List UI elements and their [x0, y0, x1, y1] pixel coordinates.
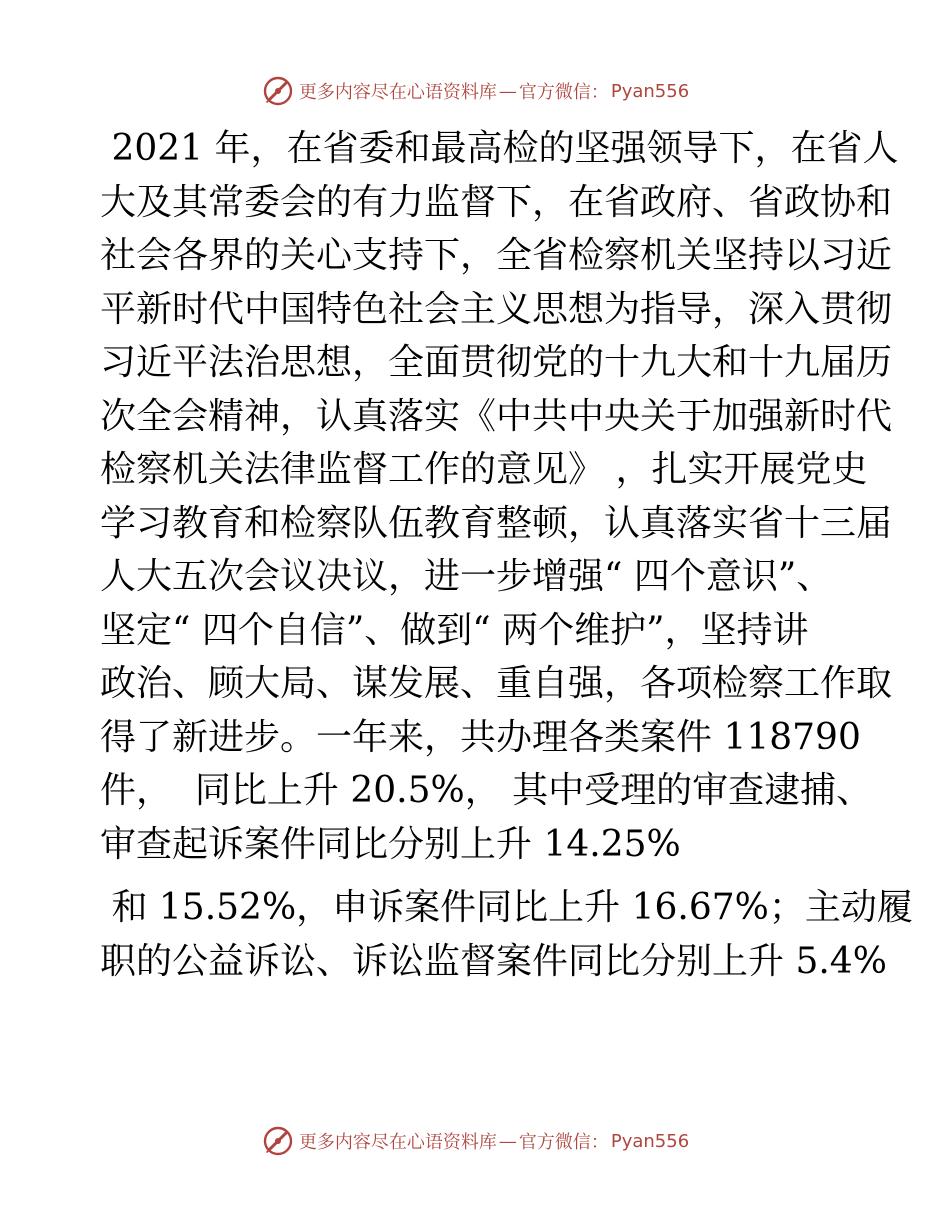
banner-separator: —	[498, 80, 517, 102]
text-line: 习近平法治思想，全面贯彻党的十九大和十九届历	[100, 342, 893, 383]
text-line: 审查起诉案件同比分别上升 14.25%	[100, 823, 681, 865]
body-paragraph	[100, 122, 913, 988]
pen-circle-logo-icon	[261, 74, 295, 108]
text-line: 得了新进步。一年来，共办理各类案件 118790	[100, 716, 861, 758]
text-line: 职的公益诉讼、诉讼监督案件同比分别上升 5.4%	[100, 940, 887, 982]
text-line: 次全会精神，认真落实《中共中央关于加强新时代	[100, 395, 893, 437]
text-line: 社会各界的关心支持下，全省检察机关坚持以习近	[100, 235, 893, 276]
banner-wechat-label: 官方微信：	[518, 1132, 609, 1153]
text-line: 件， 同比上升 20.5%， 其中受理的审查逮捕、	[100, 770, 873, 811]
text-line: 和 15.52%，申诉案件同比上升 16.67%；主动履	[100, 887, 913, 928]
pen-circle-logo-icon	[261, 1124, 295, 1158]
text-line: 2021 年，在省委和最高检的坚强领导下，在省人	[100, 128, 899, 169]
footer-watermark-banner	[0, 1124, 950, 1158]
banner-brand-text: 更多内容尽在心语资料库	[298, 1132, 497, 1153]
banner-separator: —	[498, 1130, 517, 1152]
banner-brand-text: 更多内容尽在心语资料库	[298, 82, 497, 103]
header-watermark-banner	[0, 74, 950, 108]
text-line: 政治、顾大局、谋发展、重自强，各项检察工作取	[100, 663, 893, 704]
text-line: 学习教育和检察队伍教育整顿，认真落实省十三届	[100, 502, 893, 544]
text-line: 大及其常委会的有力监督下，在省政府、省政协和	[100, 181, 893, 223]
text-line: 平新时代中国特色社会主义思想为指导，深入贯彻	[100, 288, 893, 330]
banner-wechat-label: 官方微信：	[518, 82, 609, 103]
text-line: 人大五次会议决议，进一步增强“ 四个意识”、	[100, 556, 833, 597]
text-line: 坚定“ 四个自信”、做到“ 两个维护”，坚持讲	[100, 609, 809, 651]
banner-wechat-id: Pyan556	[610, 80, 690, 102]
banner-wechat-id: Pyan556	[610, 1130, 690, 1152]
text-line: 检察机关法律监督工作的意见》 ，扎实开展党史	[100, 449, 868, 490]
